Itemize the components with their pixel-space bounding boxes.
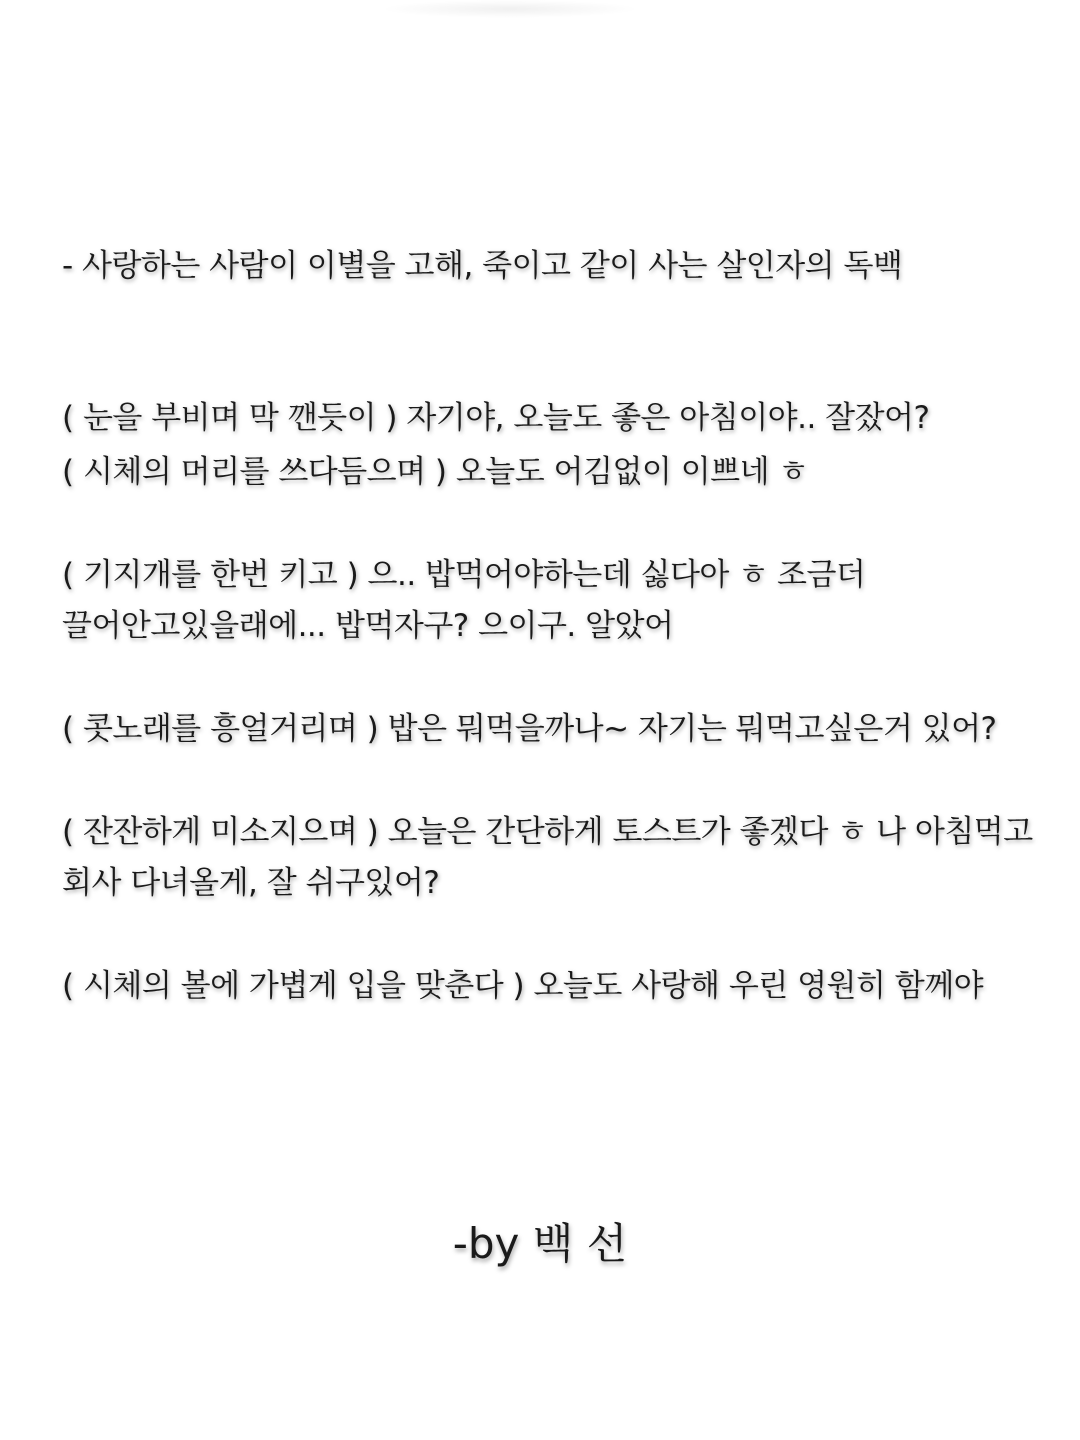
monologue-line: ( 콧노래를 흥얼거리며 ) 밥은 뭐먹을까나~ 자기는 뭐먹고싶은거 있어?: [62, 711, 997, 747]
monologue-line: ( 기지개를 한번 키고 ) 으.. 밥먹어야하는데 싫다아 ㅎ 조금더: [62, 557, 866, 593]
monologue-line: ( 시체의 머리를 쓰다듬으며 ) 오늘도 어김없이 이쁘네 ㅎ: [62, 454, 808, 490]
monologue-line: ( 시체의 볼에 가볍게 입을 맞춘다 ) 오늘도 사랑해 우린 영원히 함께야: [62, 968, 984, 1004]
monologue-line: ( 눈을 부비며 막 깬듯이 ) 자기야, 오늘도 좋은 아침이야.. 잘잤어?: [62, 400, 930, 436]
author-signature: -by 백 선: [452, 1219, 628, 1268]
monologue-line: 회사 다녀올게, 잘 쉬구있어?: [62, 865, 440, 901]
monologue-line: 끌어안고있을래에... 밥먹자구? 으이구. 알았어: [62, 608, 674, 644]
document-subtitle: - 사랑하는 사람이 이별을 고해, 죽이고 같이 사는 살인자의 독백: [62, 248, 903, 284]
monologue-line: ( 잔잔하게 미소지으며 ) 오늘은 간단하게 토스트가 좋겠다 ㅎ 나 아침먹고: [62, 814, 1033, 850]
